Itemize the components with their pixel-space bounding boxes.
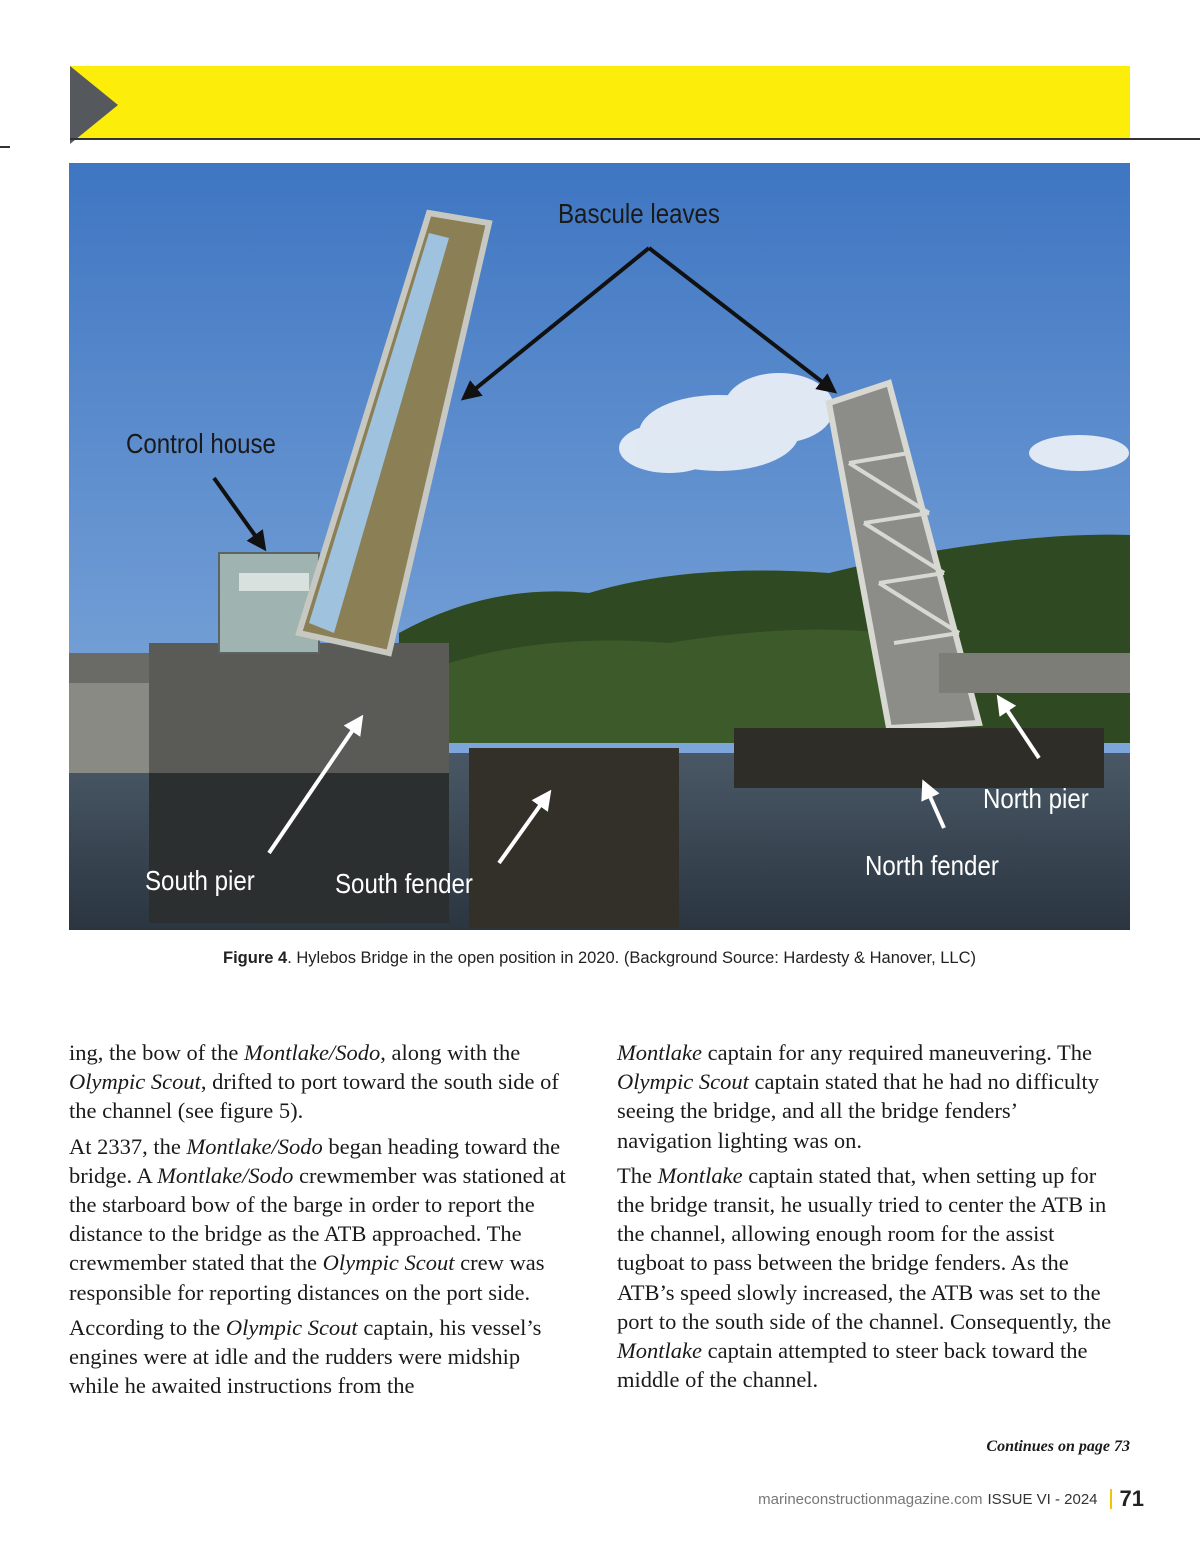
italic-run: Montlake/Sodo [243, 1040, 381, 1065]
header-banner [70, 66, 1130, 138]
text-run: , along with the [380, 1040, 521, 1065]
paragraph [69, 1313, 569, 1401]
figure-caption [69, 949, 1130, 968]
text-run: began heading toward the bridge. A [69, 1133, 561, 1188]
margin-tick [0, 146, 10, 148]
text-run: ing, the bow of the [69, 1040, 244, 1065]
label-south-fender: South fender [335, 868, 473, 899]
label-north-pier: North pier [983, 783, 1089, 814]
italic-run: Olympic Scout [69, 1069, 201, 1095]
page-number: 71 [1119, 1486, 1144, 1511]
italic-run: Montlake/Sodo [186, 1133, 323, 1159]
body-column-right [617, 1038, 1117, 1400]
text-run: crewmember was stationed at the starboard bow of the barge in order to report the distance to the bridge as the ATB approached. The crewmember stated that the [69, 1162, 566, 1276]
paragraph [69, 1038, 569, 1126]
paragraph [617, 1038, 1117, 1155]
label-bascule-leaves: Bascule leaves [558, 198, 720, 229]
footer-issue: ISSUE VI - 2024 [987, 1490, 1098, 1508]
label-south-pier: South pier [145, 865, 255, 896]
text-run: captain stated that he had no difficulty seeing the bridge, and all the bridge fenders’ navigation lighting was on. [617, 1069, 1099, 1153]
header-rule [70, 138, 1200, 140]
footer-site: marineconstructionmagazine.com [758, 1490, 983, 1508]
italic-run: Montlake [657, 1162, 743, 1188]
text-run: The [617, 1162, 658, 1188]
paragraph [617, 1161, 1117, 1395]
label-north-fender: North fender [865, 850, 999, 881]
text-run: captain attempted to steer back toward the middle of the channel. [617, 1338, 1088, 1393]
text-run: According to the [69, 1314, 226, 1340]
caption-text: . Hylebos Bridge in the open position in 2020. (Background Source: Hardesty & Hanover, LLC) [287, 949, 976, 967]
italic-run: Olympic Scout [617, 1069, 749, 1095]
continues-note: Continues on page 73 [986, 1438, 1130, 1455]
text-run: captain for any required maneuvering. The [701, 1040, 1093, 1065]
bridge-photo-illustration [69, 163, 1130, 930]
text-run: captain, his vessel’s engines were at idle and the rudders were midship while he awaited instructions from the [69, 1314, 542, 1399]
label-control-house: Control house [126, 428, 276, 459]
figure-photo [69, 163, 1130, 930]
banner-arrow-icon [70, 66, 120, 146]
body-column-left [69, 1038, 569, 1406]
footer-divider [1110, 1489, 1112, 1509]
italic-run: Montlake [617, 1338, 702, 1364]
text-run: crew was responsible for reporting distances on the port side. [69, 1250, 545, 1305]
text-run: At 2337, the [69, 1133, 187, 1159]
caption-label: Figure 4 [223, 949, 288, 967]
italic-run: Montlake/Sodo [157, 1162, 294, 1188]
page-footer [758, 1486, 1144, 1512]
paragraph [69, 1132, 569, 1307]
text-run: captain stated that, when setting up for the bridge transit, he usually tried to center the ATB in the channel, allowing enough room for the assist tugboat to pass between the bridge fenders. As the ATB’s speed slowly increased, the ATB was set to the port to the south side of the channel. Consequently, the [617, 1162, 1112, 1334]
text-run: , drifted to port toward the south side of the channel (see figure 5). [69, 1069, 559, 1124]
italic-run: Olympic Scout [225, 1314, 358, 1340]
italic-run: Montlake [617, 1040, 702, 1065]
italic-run: Olympic Scout [322, 1250, 455, 1276]
